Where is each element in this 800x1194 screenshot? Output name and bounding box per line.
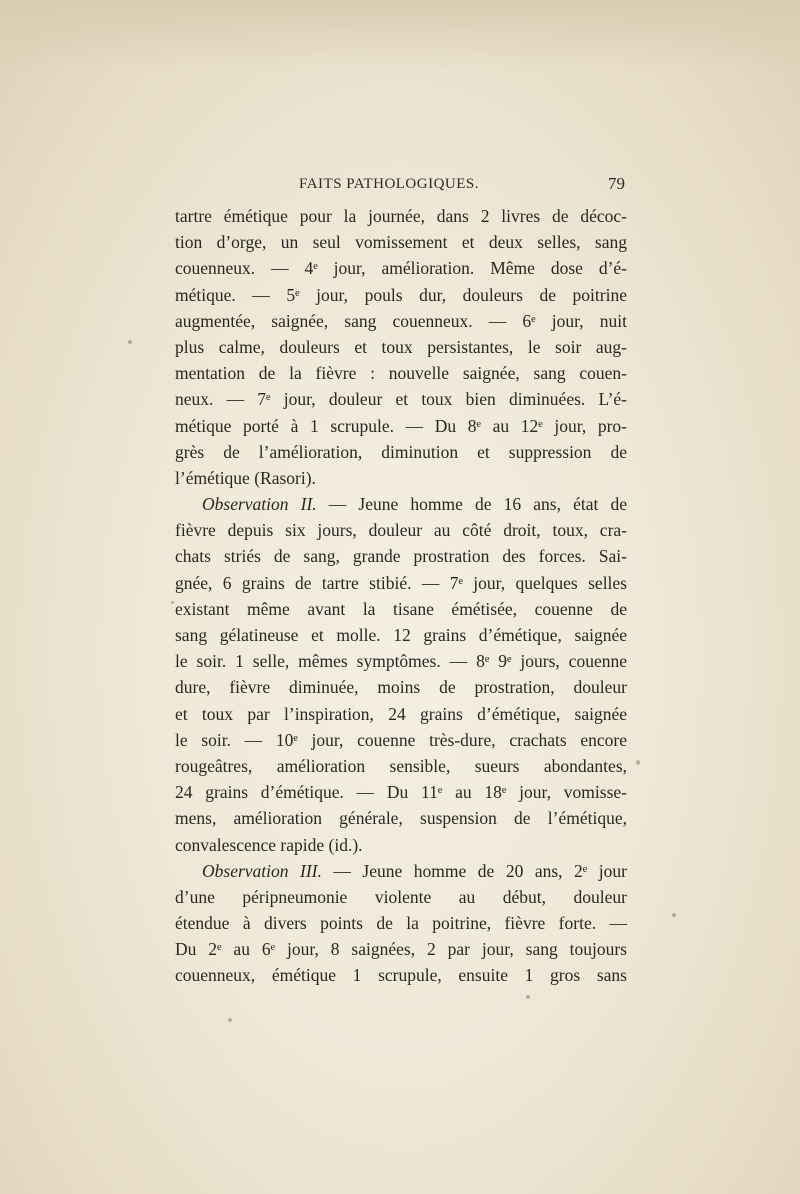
text-line: Du 2ᵉ au 6ᵉ jour, 8 saignées, 2 par jour, sang toujours <box>175 939 627 960</box>
text-line: tartre émétique pour la journée, dans 2 livres de décoc- <box>175 206 627 226</box>
observation-3-first-line <box>175 858 627 884</box>
paper-foxing-spot <box>171 601 174 604</box>
text-line: rougeâtres, amélioration sensible, sueurs abondantes, <box>175 755 627 776</box>
text-line: et toux par l’inspiration, 24 grains d’émétique, saignée <box>175 703 627 724</box>
text-line: couenneux. — 4ᵉ jour, amélioration. Même dose d’é- <box>175 258 627 279</box>
text-line: 24 grains d’émétique. — Du 11ᵉ au 18ᵉ jour, vomisse- <box>175 782 627 803</box>
text-line: dure, fièvre diminuée, moins de prostration, douleur <box>175 677 627 698</box>
observation-2-first-line <box>175 491 627 517</box>
observation-3-dash: — <box>321 860 363 881</box>
text-line: chats striés de sang, grande prostration des forces. Sai- <box>175 546 627 567</box>
paper-foxing-spot <box>636 760 640 765</box>
text-line: Jeune homme de 20 ans, 2ᵉ jour <box>362 860 627 881</box>
text-line: gnée, 6 grains de tartre stibié. — 7ᵉ jour, quelques selles <box>175 572 627 593</box>
paper-foxing-spot <box>526 995 530 999</box>
page-header <box>175 172 625 202</box>
text-line: étendue à divers points de la poitrine, fièvre forte. — <box>175 913 627 934</box>
observation-2-title: Observation II. <box>202 494 317 515</box>
text-line: neux. — 7ᵉ jour, douleur et toux bien diminuées. L’é- <box>175 389 627 410</box>
text-line: l’émétique (Rasori). <box>175 467 316 488</box>
body-text <box>175 203 627 989</box>
paper-foxing-spot <box>672 913 676 917</box>
text-line: d’une péripneumonie violente au début, douleur <box>175 886 627 907</box>
text-line: métique. — 5ᵉ jour, pouls dur, douleurs de poitrine <box>175 284 627 305</box>
text-line: convalescence rapide (id.). <box>175 834 363 855</box>
text-line: fièvre depuis six jours, douleur au côté droit, toux, cra- <box>175 520 627 541</box>
text-line: le soir. 1 selle, mêmes symptômes. — 8ᵉ 9ᵉ jours, couenne <box>175 651 627 672</box>
text-line: le soir. — 10ᵉ jour, couenne très-dure, crachats encore <box>175 729 627 750</box>
text-line: couenneux, émétique 1 scrupule, ensuite 1 gros sans <box>175 965 627 986</box>
text-line: sang gélatineuse et molle. 12 grains d’émétique, saignée <box>175 625 627 645</box>
text-line: existant même avant la tisane émétisée, couenne de <box>175 598 627 619</box>
text-line: Jeune homme de 16 ans, état de <box>358 494 627 515</box>
paper-foxing-spot <box>228 1018 232 1022</box>
paper-foxing-spot <box>128 340 132 344</box>
text-line: métique porté à 1 scrupule. — Du 8ᵉ au 12ᵉ jour, pro- <box>175 415 627 436</box>
text-line: plus calme, douleurs et toux persistantes, le soir aug- <box>175 336 627 357</box>
running-title: FAITS PATHOLOGIQUES. <box>299 176 480 192</box>
text-line: augmentée, saignée, sang couenneux. — 6ᵉ jour, nuit <box>175 310 627 331</box>
text-line: mentation de la fièvre : nouvelle saignée, sang couen- <box>175 363 627 384</box>
text-line: grès de l’amélioration, diminution et suppression de <box>175 441 627 462</box>
page-number: 79 <box>608 174 625 193</box>
observation-2-dash: — <box>316 494 359 515</box>
observation-3-title: Observation III. <box>202 860 322 881</box>
text-line: tion d’orge, un seul vomissement et deux selles, sang <box>175 232 627 253</box>
text-line: mens, amélioration générale, suspension de l’émétique, <box>175 808 627 829</box>
